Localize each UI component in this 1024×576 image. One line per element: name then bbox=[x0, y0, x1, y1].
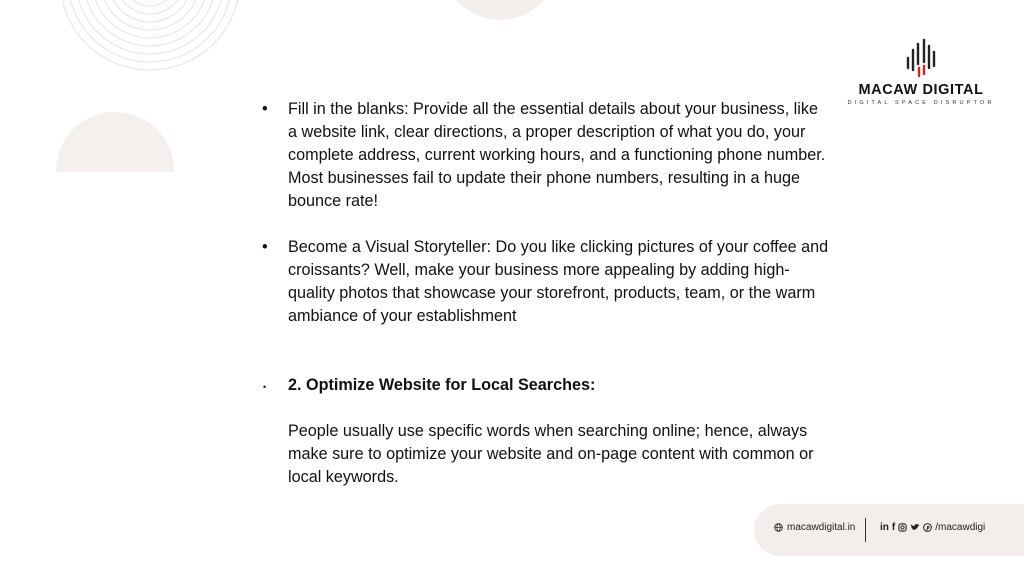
brand-tagline: DIGITAL SPACE DISRUPTOR bbox=[847, 100, 995, 106]
brand-logo bbox=[846, 38, 996, 106]
decorative-half-circle bbox=[56, 112, 174, 230]
footer-pill bbox=[754, 504, 1024, 556]
section-heading: 2. Optimize Website for Local Searches: bbox=[288, 376, 596, 394]
pinterest-icon[interactable] bbox=[923, 523, 932, 532]
list-item bbox=[260, 236, 830, 328]
linkedin-icon[interactable]: in bbox=[880, 522, 889, 533]
section-paragraph: People usually use specific words when searching online; hence, always make sure to optimize your website and on-page content with common or local keywords. bbox=[288, 422, 814, 486]
slide-content bbox=[260, 98, 830, 489]
website-link[interactable]: macawdigital.in bbox=[787, 522, 856, 533]
list-item bbox=[260, 98, 830, 213]
facebook-icon[interactable]: f bbox=[891, 522, 896, 533]
macaw-bars-icon bbox=[904, 38, 938, 78]
instagram-icon[interactable] bbox=[898, 523, 907, 532]
decorative-circle-top bbox=[442, 0, 558, 20]
footer-divider bbox=[865, 518, 866, 542]
footer-website[interactable] bbox=[774, 522, 855, 533]
twitter-icon[interactable] bbox=[910, 523, 920, 532]
bullet: • bbox=[262, 100, 268, 118]
section-heading-item bbox=[260, 374, 830, 397]
brand-name: MACAW DIGITAL bbox=[858, 82, 984, 98]
globe-icon bbox=[774, 523, 783, 532]
footer-social bbox=[880, 522, 985, 533]
list-item-text: Become a Visual Storyteller: Do you like clicking pictures of your coffee and croissants? Well, make your business more appealing by adding high-quality photos that showcase your storefront, products, team, or the warm ambiance of your establishment bbox=[288, 238, 829, 325]
list-item-text: Fill in the blanks: Provide all the essential details about your business, like a website link, clear directions, a proper description of what you do, your complete address, current working hours, and a functioning phone number. Most businesses fail to update their phone numbers, resulting in a huge bounce rate! bbox=[288, 100, 826, 210]
bullet: • bbox=[262, 238, 268, 256]
bullet: • bbox=[263, 382, 267, 392]
social-handle[interactable]: /macawdigi bbox=[935, 522, 986, 533]
decorative-rings bbox=[0, 0, 240, 110]
